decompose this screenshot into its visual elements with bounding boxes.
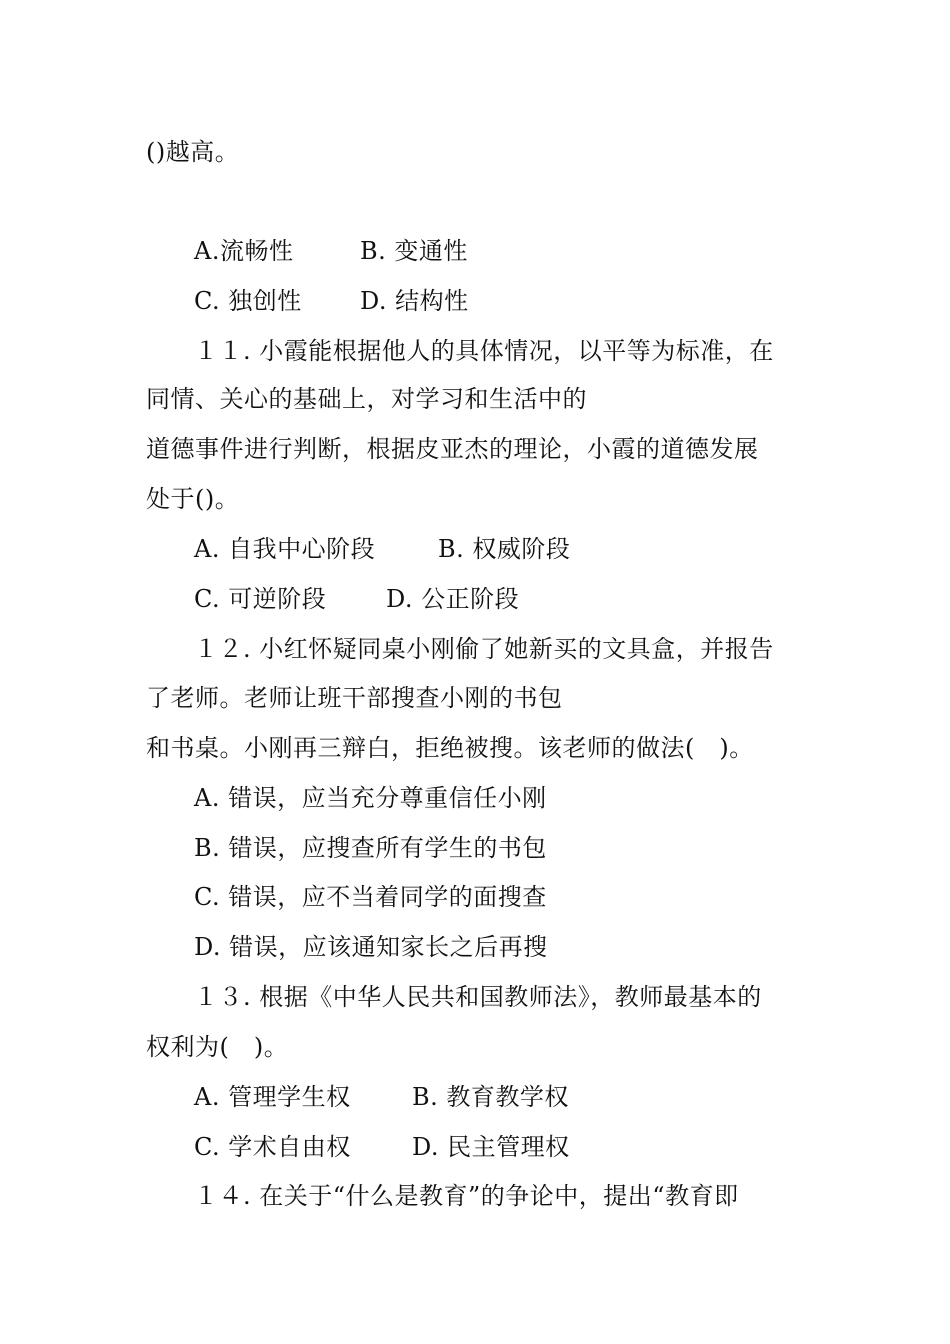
question-12-line-2: 了老师。老师让班干部搜查小刚的书包 <box>146 684 563 712</box>
option-row <box>194 1132 570 1162</box>
option-a: A. 管理学生权 <box>194 1083 351 1111</box>
question-11-line-4: 处于()。 <box>146 485 240 513</box>
option-c: C. 错误，应不当着同学的面搜查 <box>194 883 547 911</box>
question-12-line-1: １２. 小红怀疑同桌小刚偷了她新买的文具盒，并报告 <box>194 635 774 663</box>
option-b: B. 错误，应搜查所有学生的书包 <box>194 834 547 862</box>
question-13-line-1: １３. 根据《中华人民共和国教师法》，教师最基本的 <box>194 983 762 1011</box>
option-row <box>194 286 469 316</box>
option-c: C. 学术自由权 <box>194 1133 351 1161</box>
option-d: D. 结构性 <box>360 287 469 315</box>
question-11-line-3: 道德事件进行判断，根据皮亚杰的理论，小霞的道德发展 <box>146 435 759 463</box>
option-a: A.流畅性 <box>194 237 294 265</box>
option-b: B. 教育教学权 <box>412 1083 569 1111</box>
option-b: B. 变通性 <box>360 237 468 265</box>
option-row <box>194 534 570 564</box>
text-line: ()越高。 <box>146 138 240 166</box>
question-13-line-2: 权利为( )。 <box>146 1033 289 1061</box>
question-11-line-1: １１. 小霞能根据他人的具体情况，以平等为标准，在 <box>194 337 774 365</box>
option-c: C. 独创性 <box>194 287 302 315</box>
question-11-line-2: 同情、关心的基础上，对学习和生活中的 <box>146 385 587 413</box>
option-d: D. 民主管理权 <box>412 1133 570 1161</box>
question-12-line-3: 和书桌。小刚再三辩白，拒绝被搜。该老师的做法( )。 <box>146 734 754 762</box>
option-row <box>194 236 468 266</box>
option-row <box>194 1082 569 1112</box>
option-b: B. 权威阶段 <box>438 535 571 563</box>
question-14-line-1: １４. 在关于“什么是教育”的争论中，提出“教育即 <box>194 1182 739 1210</box>
option-row <box>194 584 519 614</box>
option-a: A. 自我中心阶段 <box>194 535 376 563</box>
option-d: D. 公正阶段 <box>386 585 520 613</box>
option-d: D. 错误，应该通知家长之后再搜 <box>194 933 548 961</box>
option-a: A. 错误，应当充分尊重信任小刚 <box>194 784 547 812</box>
option-c: C. 可逆阶段 <box>194 585 327 613</box>
